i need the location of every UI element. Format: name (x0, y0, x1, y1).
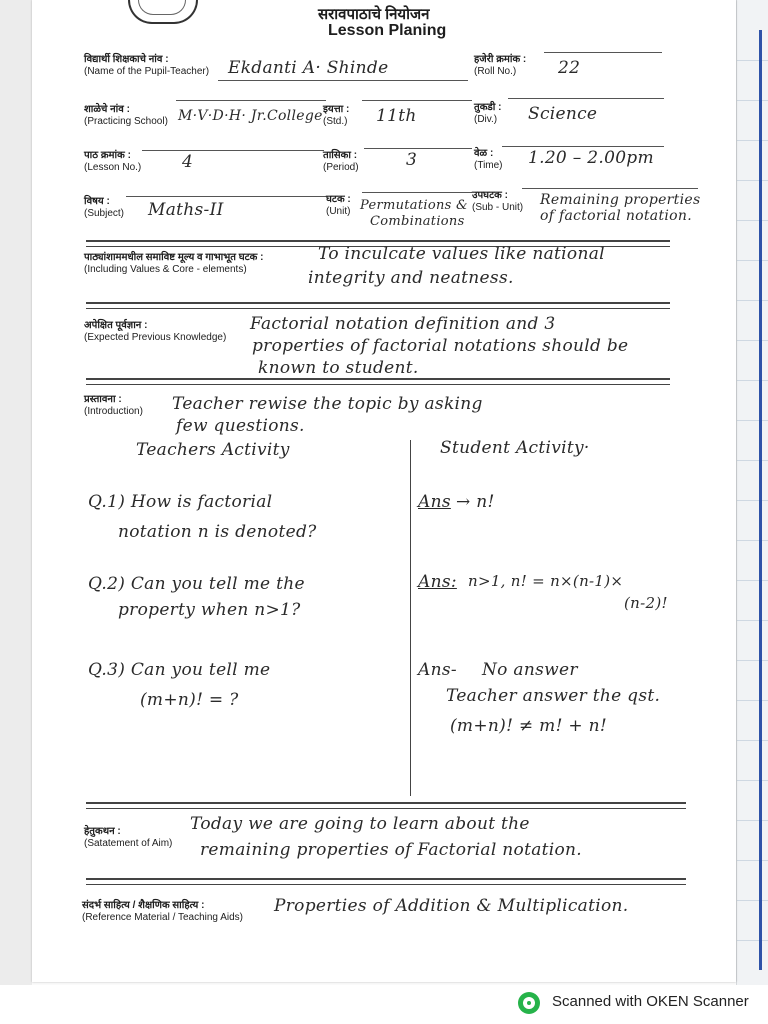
oken-scanner-logo-icon (518, 992, 540, 1014)
teacher-question-2-line1: Q.2) Can you tell me the (88, 574, 305, 594)
reference-value: Properties of Addition & Multiplication. (274, 896, 629, 916)
prev-knowledge-label: अपेक्षित पूर्वज्ञान : (Expected Previous Knowledge) (84, 320, 227, 343)
teacher-question-2-line2: property when n>1? (118, 600, 301, 620)
lesson-plan-sheet (32, 0, 736, 982)
teacher-question-3-line1: Q.3) Can you tell me (88, 660, 271, 680)
aim-line1: Today we are going to learn about the (190, 814, 530, 834)
lesson-no-label: पाठ क्रमांक : (Lesson No.) (84, 150, 142, 173)
time-label: वेळ : (Time) (474, 148, 503, 171)
college-seal-icon (128, 0, 198, 24)
values-label: पाठ्यांशाममधील समाविष्ट मूल्य व गाभाभूत घटक : (Including Values & Core - elements) (84, 252, 264, 275)
introduction-line2: few questions. (176, 416, 305, 436)
sub-unit-value-line2: of factorial notation. (540, 208, 692, 224)
student-answer-1-label: Ans (418, 492, 451, 512)
pupil-teacher-label: विद्यार्थी शिक्षकाचे नांव : (Name of the Pupil-Teacher) (84, 54, 210, 77)
student-answer-3-line2: Teacher answer the qst. (446, 686, 661, 706)
values-line1: To inculcate values like national (318, 244, 605, 264)
prev-knowledge-line1: Factorial notation definition and 3 (250, 314, 556, 334)
activity-divider (410, 440, 411, 796)
student-answer-2-line2: (n-2)! (624, 594, 668, 612)
scanner-watermark-text: Scanned with OKEN Scanner (552, 993, 749, 1010)
student-activity-header: Student Activity· (440, 438, 590, 458)
period-label: तासिका : (Period) (323, 150, 359, 173)
subject-label: विषय : (Subject) (84, 196, 125, 219)
lesson-no-value: 4 (182, 152, 194, 172)
teacher-question-1-line2: notation n is denoted? (118, 522, 317, 542)
aim-label: हेतुकथन : (Satatement of Aim) (84, 826, 173, 849)
right-notebook-background (736, 0, 768, 985)
introduction-line1: Teacher rewise the topic by asking (172, 394, 483, 414)
student-answer-1-line1: → n! (456, 492, 495, 512)
div-value: Science (528, 104, 598, 124)
school-value: M·V·D·H· Jr.College (178, 108, 323, 124)
teacher-question-1-line1: Q.1) How is factorial (88, 492, 273, 512)
sub-unit-value-line1: Remaining properties (540, 192, 701, 208)
student-answer-3-line3: (m+n)! ≠ m! + n! (450, 716, 608, 736)
student-answer-2-line1: n>1, n! = n×(n-1)× (468, 572, 624, 590)
title-english: Lesson Planing (328, 22, 447, 39)
reference-label: संदर्भ साहित्य / शैक्षणिक साहित्य : (Reference Material / Teaching Aids) (82, 900, 244, 923)
std-value: 11th (376, 106, 417, 126)
roll-no-value: 22 (558, 58, 581, 78)
title-marathi: सरावपाठाचे नियोजन (318, 6, 430, 23)
div-label: तुकडी : (Div.) (474, 102, 502, 125)
pupil-teacher-value: Ekdanti A· Shinde (228, 58, 389, 78)
school-label: शाळेचे नांव : (Practicing School) (84, 104, 168, 127)
prev-knowledge-line2: properties of factorial notations should be (252, 336, 629, 356)
sub-unit-label: उपघटक : (Sub - Unit) (472, 190, 524, 213)
unit-label: घटक : (Unit) (326, 194, 351, 217)
student-answer-3-line1: No answer (482, 660, 578, 680)
student-answer-2-label: Ans: (418, 572, 457, 592)
period-value: 3 (406, 150, 418, 170)
introduction-label: प्रस्तावना : (Introduction) (84, 394, 143, 417)
prev-knowledge-line3: known to student. (258, 358, 419, 378)
teacher-question-3-line2: (m+n)! = ? (140, 690, 239, 710)
teacher-activity-header: Teachers Activity (136, 440, 290, 460)
time-value: 1.20 – 2.00pm (528, 148, 654, 168)
unit-value-line2: Combinations (370, 214, 465, 229)
subject-value: Maths-II (148, 200, 224, 220)
aim-line2: remaining properties of Factorial notation. (200, 840, 583, 860)
values-line2: integrity and neatness. (308, 268, 514, 288)
unit-value-line1: Permutations & (360, 198, 468, 213)
student-answer-3-label: Ans- (418, 660, 457, 680)
std-label: इयत्ता : (Std.) (323, 104, 350, 127)
left-background (0, 0, 32, 985)
roll-no-label: हजेरी क्रमांक : (Roll No.) (474, 54, 527, 77)
